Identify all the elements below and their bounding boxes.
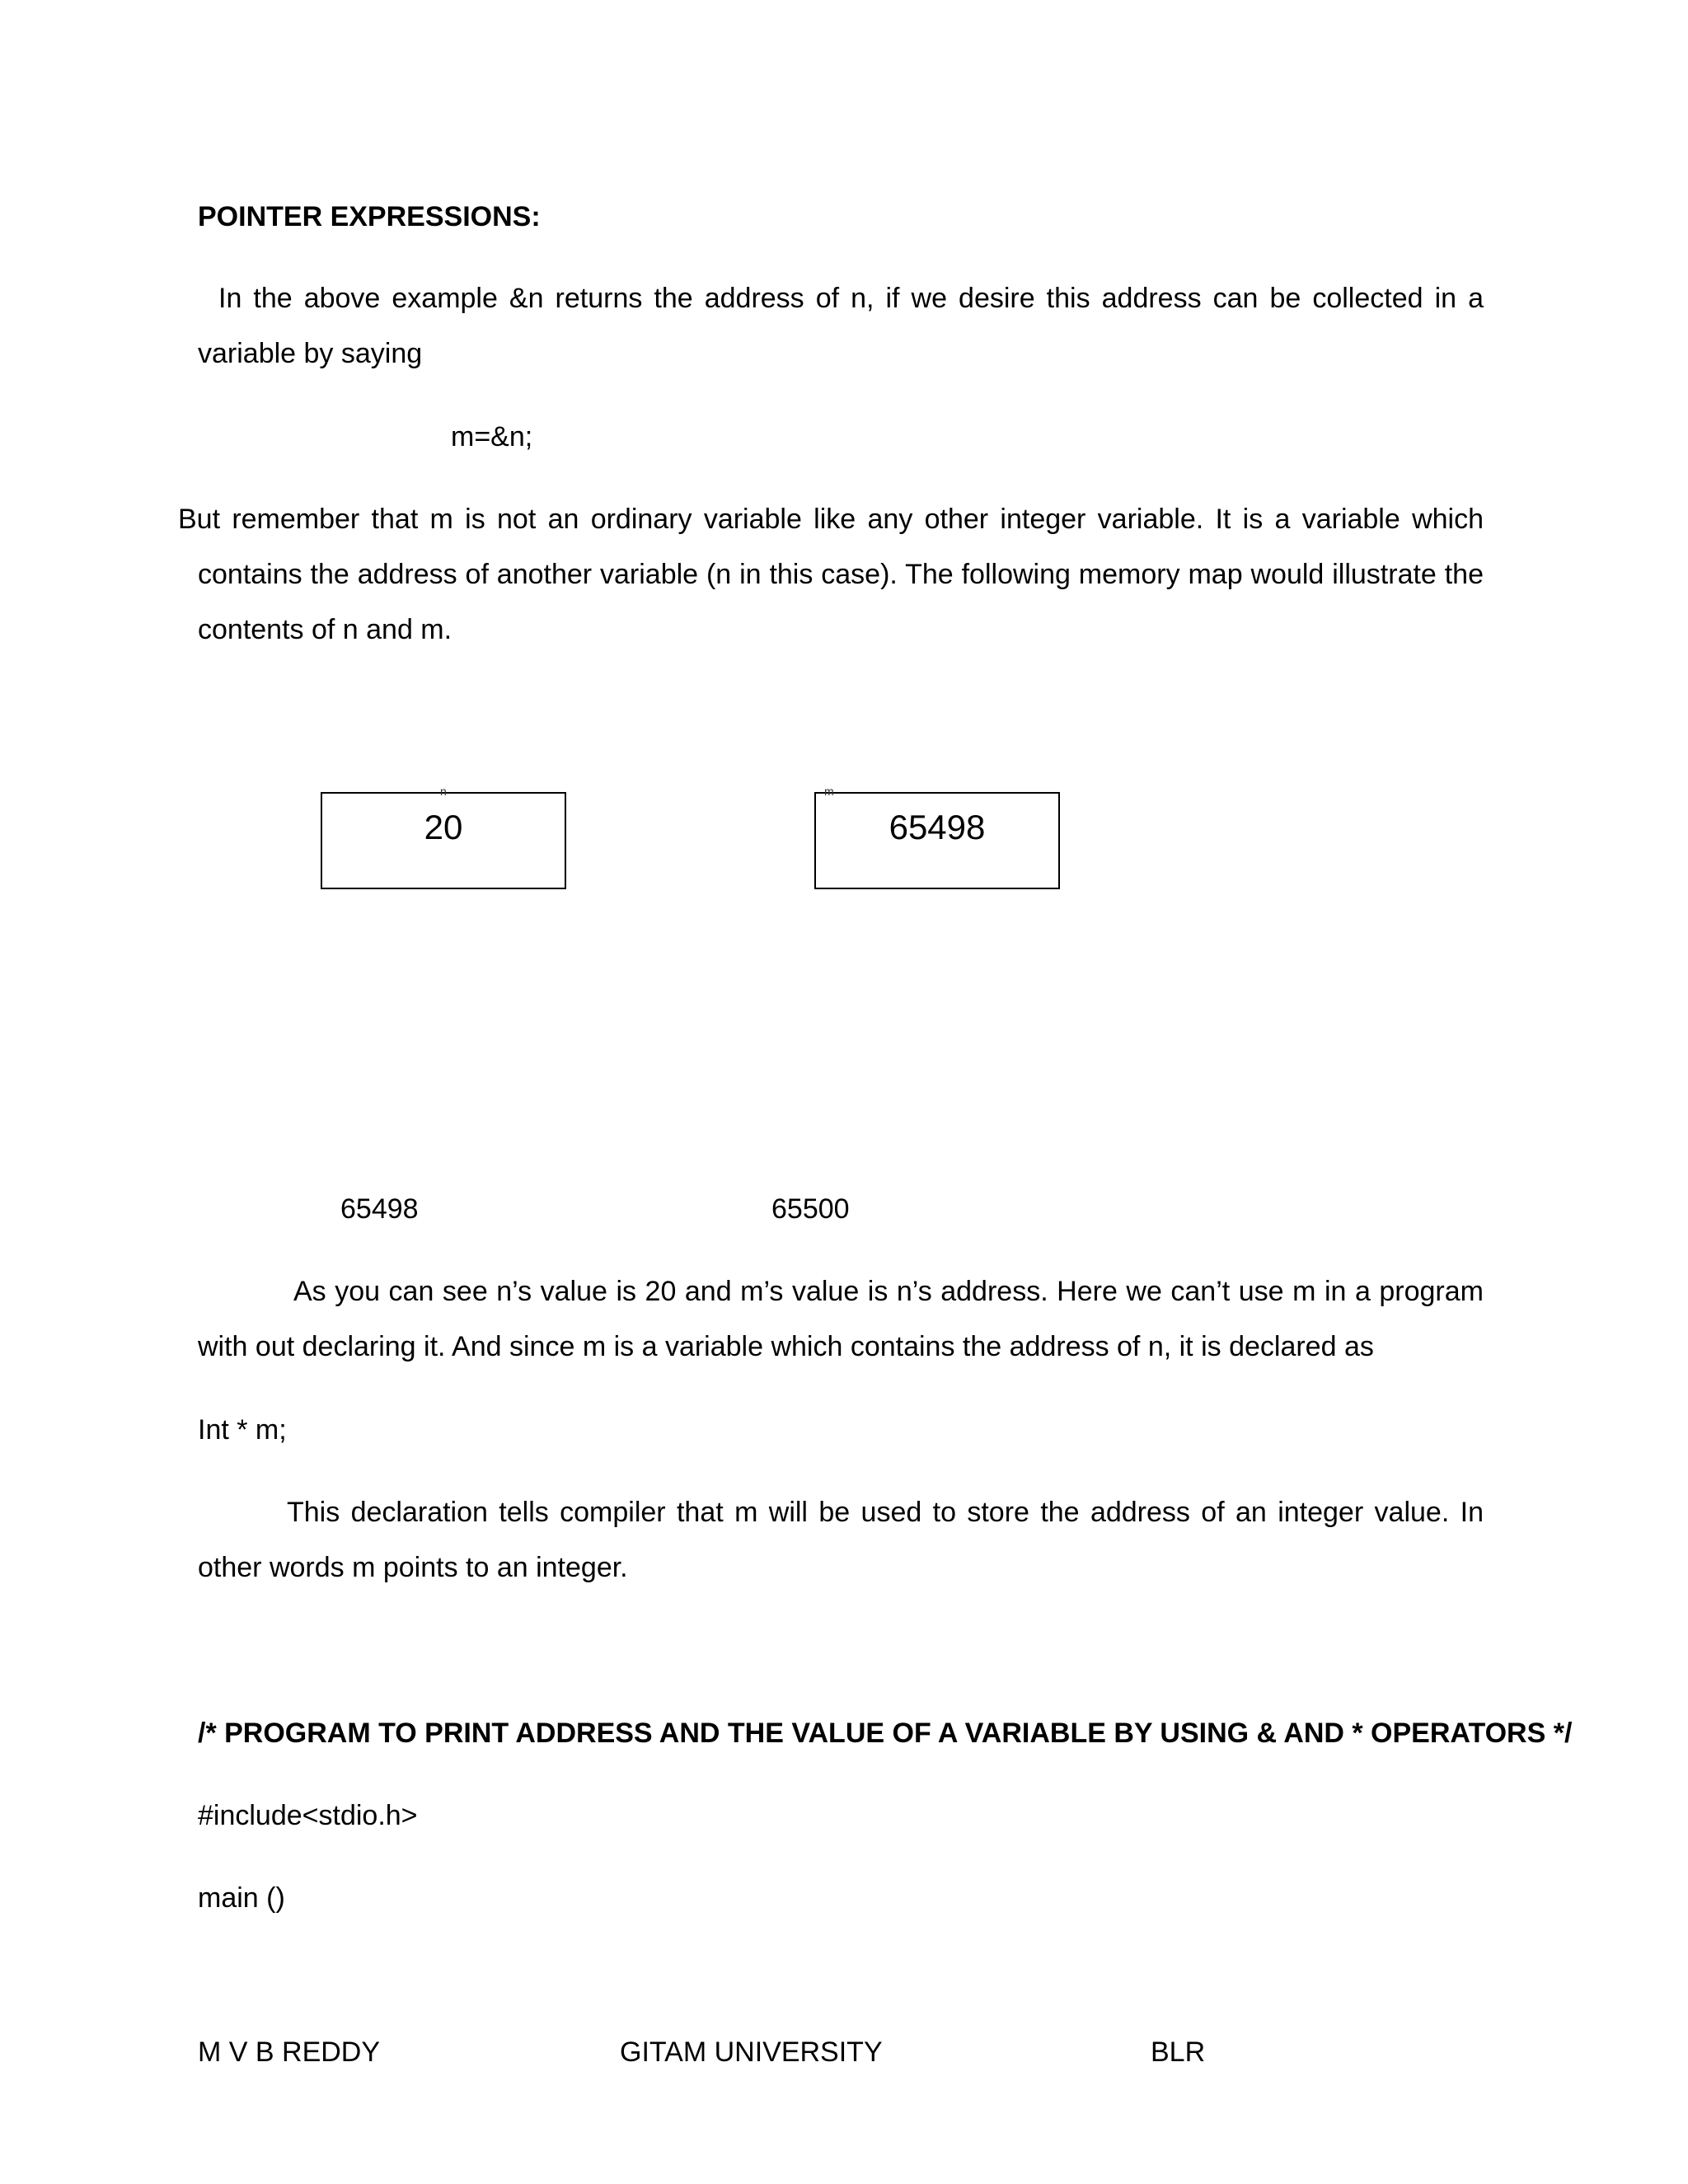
code-main: main (): [198, 1882, 285, 1914]
paragraph-4-line-1: This declaration tells compiler that m will be used to store the address of an integer value. In: [287, 1497, 1484, 1528]
memory-box-m-label: m: [824, 785, 834, 798]
paragraph-2-line-2: contains the address of another variable (n in this case). The following memory map would illustrate the: [198, 559, 1484, 590]
footer-university: GITAM UNIVERSITY: [620, 2036, 883, 2068]
code-include: #include<stdio.h>: [198, 1800, 418, 1831]
section-heading: POINTER EXPRESSIONS:: [198, 201, 541, 232]
paragraph-1-line-2: variable by saying: [198, 338, 423, 369]
paragraph-2-line-1: But remember that m is not an ordinary variable like any other integer variable. It is a variable which: [178, 504, 1484, 535]
paragraph-3-line-2: with out declaring it. And since m is a variable which contains the address of n, it is declared as: [198, 1331, 1374, 1362]
memory-box-n-value: 20: [424, 808, 463, 846]
footer-location: BLR: [1151, 2036, 1206, 2068]
memory-address-m: 65500: [771, 1193, 850, 1225]
paragraph-3-line-1: As you can see n’s value is 20 and m’s value is n’s address. Here we can’t use m in a program: [293, 1276, 1484, 1307]
program-heading: /* PROGRAM TO PRINT ADDRESS AND THE VALUE OF A VARIABLE BY USING & AND * OPERATORS */: [198, 1718, 1573, 1749]
paragraph-1-line-1: In the above example &n returns the address of n, if we desire this address can be collected in a: [218, 283, 1484, 314]
memory-box-n-label: n: [440, 785, 447, 798]
paragraph-4-line-2: other words m points to an integer.: [198, 1552, 628, 1583]
code-declaration: Int * m;: [198, 1414, 287, 1446]
code-assignment: m=&n;: [451, 421, 533, 452]
memory-box-n: [321, 785, 566, 889]
memory-box-m: [814, 785, 1060, 889]
memory-address-n: 65498: [340, 1193, 419, 1225]
paragraph-2-line-3: contents of n and m.: [198, 614, 452, 645]
footer-author: M V B REDDY: [198, 2036, 381, 2068]
memory-box-m-value: 65498: [889, 808, 986, 846]
